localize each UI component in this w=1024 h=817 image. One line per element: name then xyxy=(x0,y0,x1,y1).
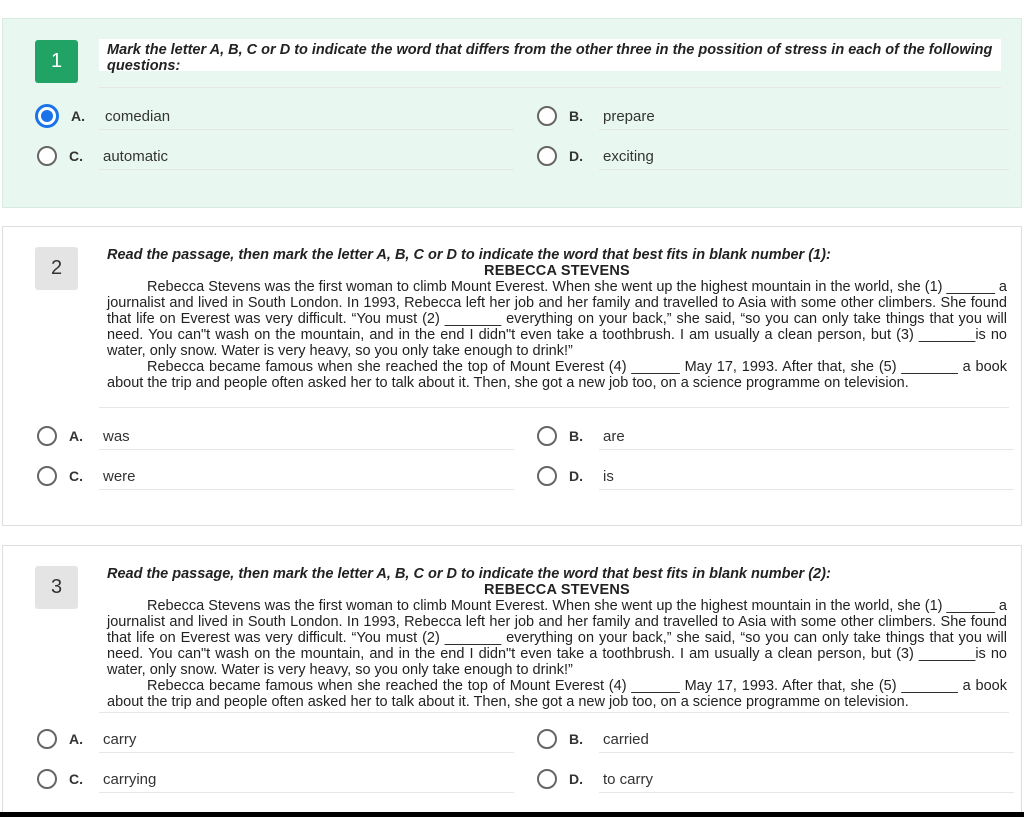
question-card-3 xyxy=(2,545,1022,813)
divider xyxy=(599,449,1014,450)
radio-b[interactable] xyxy=(537,729,557,749)
option-letter: C. xyxy=(69,148,83,164)
option-b[interactable] xyxy=(537,421,1007,451)
option-text: carried xyxy=(603,730,649,748)
question-number-badge: 1 xyxy=(35,40,78,83)
option-letter: B. xyxy=(569,731,583,747)
option-text: comedian xyxy=(105,107,171,125)
reading-passage xyxy=(107,263,1007,391)
option-a[interactable] xyxy=(35,101,515,131)
option-text: exciting xyxy=(603,147,654,165)
question-prompt: Read the passage, then mark the letter A, B, C or D to indicate the word that best fits in blank number (2): xyxy=(107,566,831,582)
question-number-badge: 2 xyxy=(35,247,78,290)
option-text: was xyxy=(103,427,130,445)
divider xyxy=(99,129,514,130)
option-c[interactable] xyxy=(37,461,517,491)
divider xyxy=(599,792,1014,793)
option-text: carry xyxy=(103,730,137,748)
option-c[interactable] xyxy=(37,764,517,794)
option-d[interactable] xyxy=(537,141,1007,171)
option-text: are xyxy=(603,427,625,445)
option-letter: D. xyxy=(569,148,583,164)
option-letter: A. xyxy=(69,731,83,747)
passage-title: REBECCA STEVENS xyxy=(484,263,630,279)
radio-d[interactable] xyxy=(537,769,557,789)
radio-c[interactable] xyxy=(37,146,57,166)
passage-paragraph: Rebecca Stevens was the first woman to climb Mount Everest. When she went up the highest mountain in the world, she (1) ______ a journalist and lived in South London. In 1993, Rebecca left her job and her family and travelled to Asia with some other climbers. She found that life on Everest was very difficult. “You must (2) _______ everything on your back,” she said, “so you can only take things that you will need. You can"t wash on the mountain, and in the end I didn"t even take a toothbrush. I am usually a clean person, but (3) _______is no water, only snow. Water is very heavy, so you only take enough to drink!” xyxy=(107,598,1007,678)
divider xyxy=(99,792,514,793)
reading-passage xyxy=(107,582,1007,710)
radio-a[interactable] xyxy=(37,426,57,446)
option-text: automatic xyxy=(103,147,169,165)
passage-paragraph: Rebecca became famous when she reached the top of Mount Everest (4) ______ May 17, 1993. After that, she (5) _______ a book about the trip and people often asked her to talk about it. Then, she got a new job too, on a science programme on television. xyxy=(107,359,1007,391)
option-letter: C. xyxy=(69,771,83,787)
option-b[interactable] xyxy=(537,101,1007,131)
divider xyxy=(99,712,1009,713)
divider xyxy=(99,449,514,450)
option-letter: C. xyxy=(69,468,83,484)
radio-b[interactable] xyxy=(537,106,557,126)
option-letter: D. xyxy=(569,771,583,787)
question-prompt: Mark the letter A, B, C or D to indicate the word that differs from the other three in the possition of stress in each of the following questions: xyxy=(99,39,1001,71)
option-a[interactable] xyxy=(37,724,517,754)
option-text: carrying xyxy=(103,770,157,788)
passage-title: REBECCA STEVENS xyxy=(484,582,630,598)
passage-paragraph: Rebecca became famous when she reached the top of Mount Everest (4) ______ May 17, 1993. After that, she (5) _______ a book about the trip and people often asked her to talk about it. Then, she got a new job too, on a science programme on television. xyxy=(107,678,1007,710)
divider xyxy=(99,489,514,490)
question-prompt: Read the passage, then mark the letter A, B, C or D to indicate the word that best fits in blank number (1): xyxy=(107,247,831,263)
passage-paragraph: Rebecca Stevens was the first woman to climb Mount Everest. When she went up the highest mountain in the world, she (1) ______ a journalist and lived in South London. In 1993, Rebecca left her job and her family and travelled to Asia with some other climbers. She found that life on Everest was very difficult. “You must (2) _______ everything on your back,” she said, “so you can only take things that you will need. You can"t wash on the mountain, and in the end I didn"t even take a toothbrush. I am usually a clean person, but (3) _______is no water, only snow. Water is very heavy, so you only take enough to drink!” xyxy=(107,279,1007,359)
option-text: were xyxy=(103,467,136,485)
radio-d[interactable] xyxy=(537,146,557,166)
question-number-badge: 3 xyxy=(35,566,78,609)
radio-a[interactable] xyxy=(37,729,57,749)
divider xyxy=(99,752,514,753)
question-card-2 xyxy=(2,226,1022,526)
divider xyxy=(99,407,1009,408)
radio-c[interactable] xyxy=(37,769,57,789)
divider xyxy=(99,169,514,170)
option-text: is xyxy=(603,467,614,485)
divider xyxy=(599,752,1014,753)
bottom-edge-bar xyxy=(0,812,1024,817)
radio-c[interactable] xyxy=(37,466,57,486)
divider xyxy=(599,129,1009,130)
option-letter: A. xyxy=(71,108,85,124)
divider xyxy=(99,87,1001,88)
radio-d[interactable] xyxy=(537,466,557,486)
radio-a[interactable] xyxy=(35,104,59,128)
option-letter: B. xyxy=(569,428,583,444)
question-card-1 xyxy=(2,18,1022,208)
option-d[interactable] xyxy=(537,764,1007,794)
option-d[interactable] xyxy=(537,461,1007,491)
option-letter: D. xyxy=(569,468,583,484)
radio-b[interactable] xyxy=(537,426,557,446)
option-b[interactable] xyxy=(537,724,1007,754)
option-text: to carry xyxy=(603,770,654,788)
option-letter: B. xyxy=(569,108,583,124)
option-a[interactable] xyxy=(37,421,517,451)
option-c[interactable] xyxy=(37,141,517,171)
divider xyxy=(599,489,1014,490)
divider xyxy=(599,169,1009,170)
option-letter: A. xyxy=(69,428,83,444)
option-text: prepare xyxy=(603,107,655,125)
